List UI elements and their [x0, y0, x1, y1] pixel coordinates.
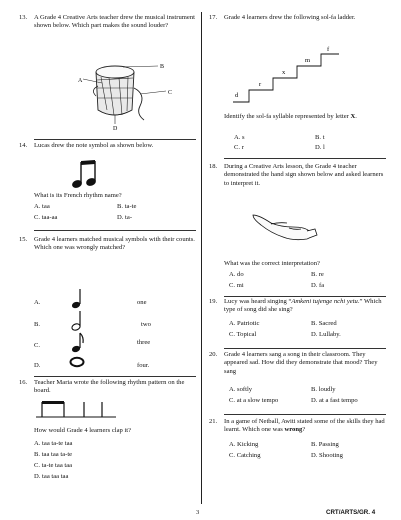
- question-text: Grade 4 learners matched musical symbols with their counts. Which one was wrongly matched?: [34, 236, 195, 252]
- option-c[interactable]: C. taa-aa: [34, 214, 58, 221]
- question-21: [209, 418, 387, 488]
- option-d[interactable]: D. taa taa taa: [34, 473, 69, 480]
- question-number: 15.: [19, 236, 28, 243]
- option-a[interactable]: A. taa ta-te taa: [34, 440, 73, 447]
- option-b[interactable]: B. re: [311, 271, 324, 278]
- question-number: 18.: [209, 163, 218, 170]
- option-b[interactable]: B. Sacred: [311, 320, 337, 327]
- option-c[interactable]: C. Topical: [229, 331, 257, 338]
- question-number: 20.: [209, 351, 218, 358]
- option-a[interactable]: A. Patriotic: [229, 320, 260, 327]
- ladder-x: x: [282, 69, 286, 76]
- option-a[interactable]: A. taa: [34, 203, 50, 210]
- option-a[interactable]: A. Kicking: [229, 441, 259, 448]
- question-17: [209, 14, 387, 162]
- label-c: C: [168, 90, 173, 96]
- option-d[interactable]: D. Lullaby.: [311, 331, 341, 338]
- separator-line: [34, 376, 196, 377]
- eighth-notes-figure: [72, 160, 98, 190]
- question-text: Grade 4 learners drew the following sol-fa ladder.: [224, 14, 356, 21]
- quarter-note-symbol: [71, 288, 85, 310]
- option-c[interactable]: C. mi: [229, 282, 244, 289]
- eighth-note-symbol: [71, 332, 85, 354]
- option-b[interactable]: B. taa taa ta-te: [34, 451, 73, 458]
- question-number: 21.: [209, 418, 218, 425]
- separator-line: [34, 139, 196, 140]
- question-number: 19.: [209, 298, 218, 305]
- column-divider: [201, 12, 202, 504]
- question-text-end: ?: [302, 426, 306, 434]
- separator-line: [224, 296, 386, 297]
- ladder-m: m: [305, 57, 311, 64]
- option-d[interactable]: D. l: [315, 144, 325, 151]
- match-row-d-count: four.: [137, 362, 150, 369]
- separator-line: [34, 230, 196, 231]
- label-a: A: [78, 78, 83, 84]
- separator-line: [224, 414, 386, 415]
- option-c[interactable]: C. at a slow tempo: [229, 397, 279, 404]
- match-row-b-count: two: [141, 321, 151, 328]
- option-a[interactable]: A. s: [234, 134, 245, 141]
- question-text-start: Lucy was heard singing “: [224, 298, 292, 305]
- option-d[interactable]: D. Shooting: [311, 452, 343, 459]
- match-row-c-count: three: [137, 339, 151, 346]
- question-number: 13.: [19, 14, 28, 21]
- option-b[interactable]: B. ta-te: [117, 203, 137, 210]
- label-b: B: [160, 64, 165, 70]
- question-prompt: How would Grade 4 learners clap it?: [34, 427, 132, 434]
- prompt-letter: X: [350, 113, 356, 120]
- question-18: [209, 163, 387, 297]
- question-number: 16.: [19, 379, 28, 386]
- option-a[interactable]: A. do: [229, 271, 244, 278]
- question-text: Teacher Maria wrote the following rhythm pattern on the board.: [34, 379, 185, 395]
- question-text-start: In a game of Netball, Awiti stated some of the skills they had learnt. Which one was: [224, 418, 385, 434]
- question-prompt: [224, 113, 386, 121]
- question-number: 17.: [209, 14, 218, 21]
- match-row-a-count: one: [137, 299, 147, 306]
- match-row-d-label: D.: [34, 362, 41, 369]
- question-13: [19, 14, 197, 144]
- question-prompt: What is its French rhythm name?: [34, 192, 122, 199]
- question-text: [224, 418, 386, 435]
- question-text: Grade 4 learners sang a song in their classroom. They appeared sad. How did they demonstrate that mood? They sang: [224, 351, 378, 375]
- option-a[interactable]: A. softly: [229, 386, 253, 393]
- question-text: During a Creative Arts lesson, the Grade 4 teacher demonstrated the hand sign shown below and asked learners to interpret it.: [224, 163, 384, 187]
- match-row-b-label: B.: [34, 321, 41, 328]
- prompt-end: .: [355, 113, 357, 120]
- song-title: Amkeni tujenge nchi yetu: [291, 298, 358, 305]
- paper-code: CRT/ARTS/GR. 4: [326, 509, 376, 516]
- question-text: A Grade 4 Creative Arts teacher drew the musical instrument shown below. Which part makes the sound louder?: [34, 14, 195, 30]
- option-b[interactable]: B. t: [315, 134, 325, 141]
- whole-note-symbol: [69, 356, 85, 368]
- question-text: [224, 298, 386, 315]
- half-note-symbol: [71, 310, 85, 332]
- option-b[interactable]: B. Passing: [311, 441, 339, 448]
- drum-figure: [74, 58, 184, 130]
- question-text: Lucas drew the note symbol as shown below.: [34, 142, 154, 149]
- question-15: [19, 236, 197, 376]
- separator-line: [224, 348, 386, 349]
- question-19: [209, 298, 387, 358]
- match-row-a-label: A.: [34, 299, 41, 306]
- question-20: [209, 351, 387, 421]
- ladder-r: r: [259, 81, 262, 88]
- prompt-text: Identify the sol-fa syllable represented by letter: [224, 113, 351, 120]
- page-number: 3: [196, 509, 200, 516]
- question-text-end: .” Which type of song did she sing?: [224, 298, 382, 314]
- ladder-d: d: [235, 92, 239, 99]
- question-16: [19, 379, 197, 509]
- match-row-c-label: C.: [34, 342, 41, 349]
- question-number: 14.: [19, 142, 28, 149]
- question-prompt: What was the correct interpretation?: [224, 260, 320, 267]
- rhythm-pattern-figure: [36, 399, 116, 419]
- option-d[interactable]: D. fa: [311, 282, 325, 289]
- option-d[interactable]: D. at a fast tempo: [311, 397, 358, 404]
- label-d: D: [113, 126, 118, 130]
- question-emphasis: wrong: [284, 426, 303, 434]
- option-d[interactable]: D. ta-: [117, 214, 133, 221]
- option-c[interactable]: C. ta-te taa taa: [34, 462, 73, 469]
- ladder-f: f: [327, 46, 330, 53]
- question-14: [19, 142, 197, 240]
- sol-fa-ladder-figure: [229, 46, 339, 106]
- option-b[interactable]: B. loudly: [311, 386, 336, 393]
- option-c[interactable]: C. r: [234, 144, 244, 151]
- separator-line: [224, 158, 386, 159]
- option-c[interactable]: C. Catching: [229, 452, 261, 459]
- hand-sign-figure: [249, 211, 319, 243]
